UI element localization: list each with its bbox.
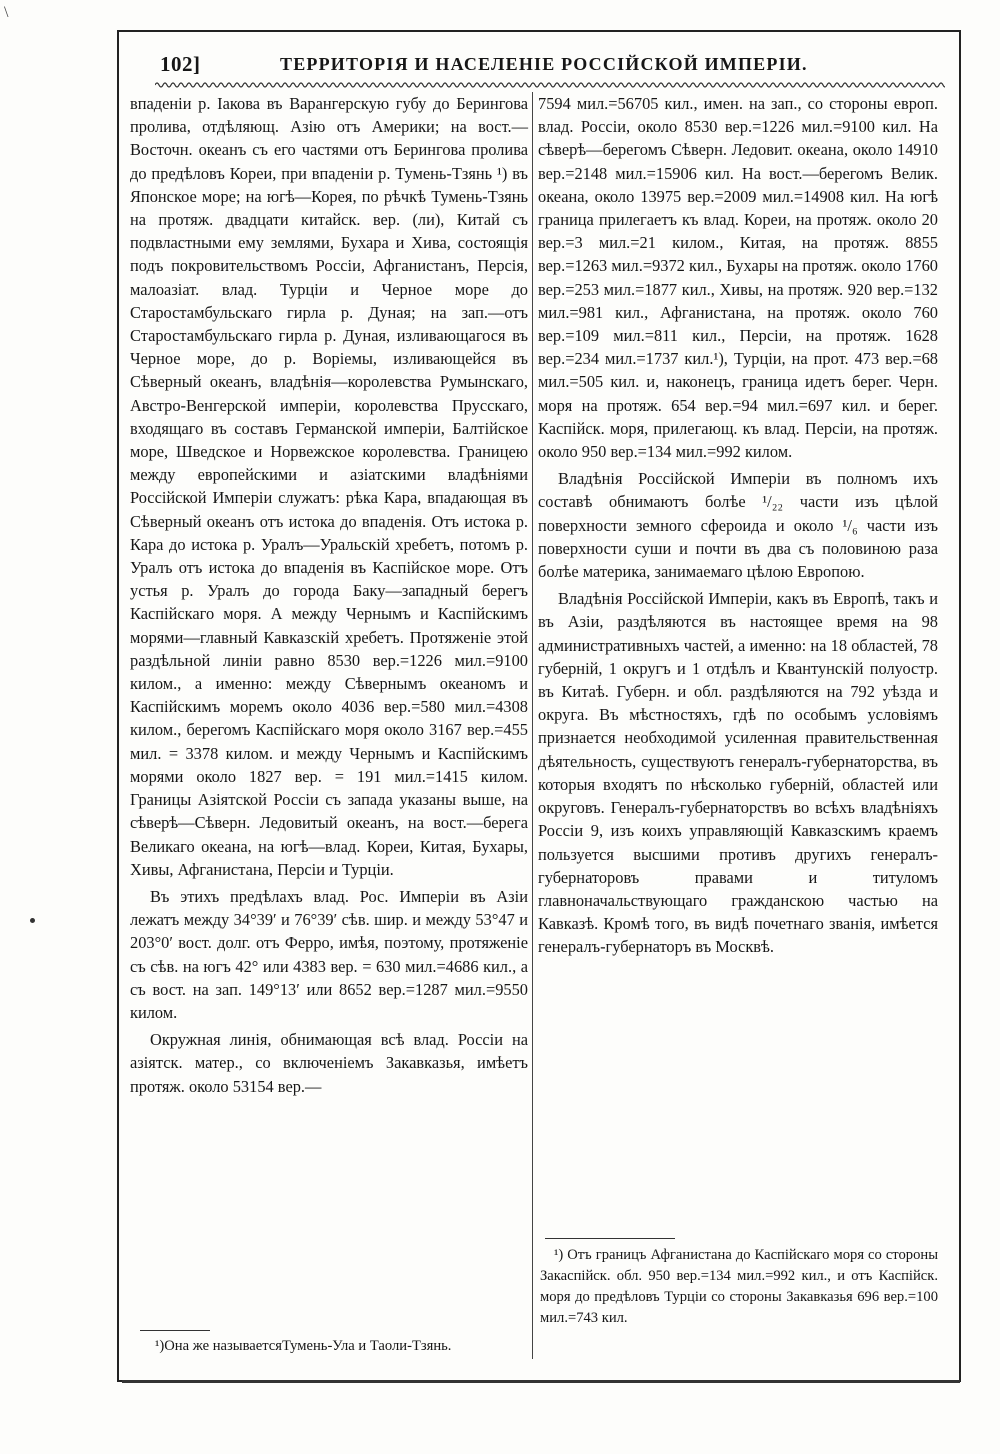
right-footnote: ¹) Отъ границъ Афганистана до Каспійскаго моря со стороны Закаспійск. обл. 950 вер.=134 мил.=992 кил., и отъ Каспійск. моря до предѣловъ Турціи со стороны Закавказья 696 вер.=100 мил.=743 кил. xyxy=(540,1247,938,1326)
column-divider xyxy=(532,92,533,1359)
right-footnote-rule xyxy=(545,1238,675,1239)
left-column xyxy=(130,92,528,1098)
page-frame-shadow xyxy=(122,1380,960,1383)
left-footnote-rule xyxy=(140,1330,210,1331)
left-footnote: ¹)Она же называетсяТумень-Ула и Таоли-Тзянь. xyxy=(155,1338,452,1354)
page-number: 102] xyxy=(160,52,201,76)
left-paragraph-3: Окружная линія, обнимающая всѣ влад. Россіи на азіятск. матер., со включеніемъ Закавказья, имѣетъ протяж. около 53154 вер.— xyxy=(130,1030,528,1096)
header-wavy-rule xyxy=(155,80,945,90)
left-paragraph-1: впаденіи р. Іакова въ Варангерскую губу до Берингова пролива, отдѣляющ. Азію отъ Америки; на вост.—Восточн. океанъ съ его частями отъ Берингова пролива до предѣловъ Кореи, при впаденіи р. Тумень-Тзянь ¹) въ Японское море; на югѣ—Корея, по рѣчкѣ Тумень-Тзянь на протяж. двадцати китайск. вер. (ли), Китай съ подвластными ему землями, Бухара и Хива, состоящія подъ покровительствомъ Россіи, Афганистанъ, Персія, малоазіат. влад. Турціи и Черное море до Старостамбульскаго гирла р. Дуная; на зап.—отъ Старостамбульскаго гирла р. Дуная, изливающагося въ Черное море, до р. Воріемы, изливающейся въ Сѣверный океанъ, владѣнія—королевства Румынскаго, Австро-Венгерской имперіи, королевства Прусскаго, входящаго въ составъ Германской имперіи, Балтійское море, Шведское и Норвежское королевства. Границею между европейскими и азіатскими владѣніями Россійской Имперіи служатъ: рѣка Кара, впадающая въ Сѣверный океанъ отъ истока до впаденія. Отъ истока р. Кара до истока р. Уралъ—Уральскій хребетъ, потомъ р. Уралъ отъ истока до впаденія въ Каспійское море. Отъ устья р. Уралъ до города Баку—западный берегъ Каспійскаго моря. А между Чернымъ и Каспійскимъ морями—главный Кавказскій хребетъ. Протяженіе этой раздѣльной линіи равно 8530 вер.=1226 мил.=9100 килом., а именно: между Сѣвернымъ океаномъ и Каспійскимъ моремъ около 4036 вер.=580 мил.=4308 килом., берегомъ Каспійскаго моря около 3167 вер.=455 мил. = 3378 килом. и между Чернымъ и Каспійскимъ морями около 1827 вер. = 191 мил.=1415 килом. Границы Азіятской Россіи съ запада указаны выше, на сѣверѣ—Сѣверн. Ледовитый океанъ, на вост.—берега Великаго океана, на югѣ—влад. Кореи, Китая, Бухары, Хивы, Афганистана, Персіи и Турціи. xyxy=(130,94,528,879)
right-column xyxy=(538,92,938,959)
running-title: ТЕРРИТОРІЯ И НАСЕЛЕНІЕ РОССІЙСКОЙ ИМПЕРІИ. xyxy=(280,54,808,74)
page-header xyxy=(160,52,940,82)
margin-speck xyxy=(30,918,35,923)
corner-mark: \ xyxy=(4,4,9,21)
left-paragraph-2: Въ этихъ предѣлахъ влад. Рос. Имперіи въ Азіи лежатъ между 34°39′ и 76°39′ сѣв. шир. и между 53°47 и 203°0′ вост. долг. отъ Ферро, имѣя, поэтому, протяженіе съ сѣв. на югъ 42° или 4383 вер. = 630 мил.=4686 кил., а съ вост. на зап. 149°13′ или 8652 вер.=1287 мил.=9550 килом. xyxy=(130,886,528,1022)
right-paragraph-1: 7594 мил.=56705 кил., имен. на зап., со стороны европ. влад. Россіи, около 8530 вер.=1226 мил.=9100 кил. На сѣверѣ—берегомъ Сѣверн. Ледовит. океана, около 14910 вер.=2148 мил.=15906 кил. На вост.—берегомъ Велик. океана, около 13975 вер.=2009 мил.=14908 кил. На югѣ граница прилегаетъ къ влад. Кореи, на протяж. около 20 вер.=3 мил.=21 килом., Китая, на протяж. 8855 вер.=1263 мил.=9372 кил., Бухары на протяж. около 1760 вер.=253 мил.=1877 кил., Хивы, на протяж. 920 вер.=132 мил.=981 кил., Афганистана, на протяж. около 760 вер.=109 мил.=811 кил., Персіи, на протяж. 1628 вер.=234 мил.=1737 кил.¹), Турціи, на прот. 473 вер.=68 мил.=505 кил. и, наконецъ, граница идетъ берег. Черн. моря на протяж. 654 вер.=94 мил.=697 кил. и берег. Каспійск. моря, прилегающ. къ влад. Персіи, на протяж. около 950 вер.=134 мил.=992 килом. xyxy=(538,94,938,462)
right-paragraph-2: Владѣнія Россійской Имперіи въ полномъ ихъ составѣ обнимаютъ болѣе ¹/₂₂ части изъ цѣлой поверхности земного сфероида и около ¹/₆ части изъ поверхности суши и почти въ два съ половиною раза болѣе материка, занимаемаго цѣлою Европою. xyxy=(538,469,938,582)
right-paragraph-3: Владѣнія Россійской Имперіи, какъ въ Европѣ, такъ и въ Азіи, раздѣляются въ настоящее время на 98 административныхъ частей, а именно: на 18 областей, 78 губерній, 1 округъ и 1 отдѣлъ и Квантунскій полуостр. въ Китаѣ. Губерн. и обл. раздѣляются на 792 уѣзда и округа. Въ мѣстностяхъ, гдѣ по особымъ условіямъ признается необходимой усиленная правительственная дѣятельность, существуютъ генералъ-губернаторства, въ которыя входятъ по нѣсколько губерній, областей или округовъ. Генералъ-губернаторствъ во всѣхъ владѣніяхъ Россіи 9, изъ коихъ управляющій Кавказскимъ краемъ пользуется высшими противъ другихъ генералъ-губернаторовъ правами и титуломъ главноначальствующаго гражданскою частью на Кавказѣ. Кромѣ того, въ видѣ почетнаго званія, имѣется генералъ-губернаторъ въ Москвѣ. xyxy=(538,589,938,957)
